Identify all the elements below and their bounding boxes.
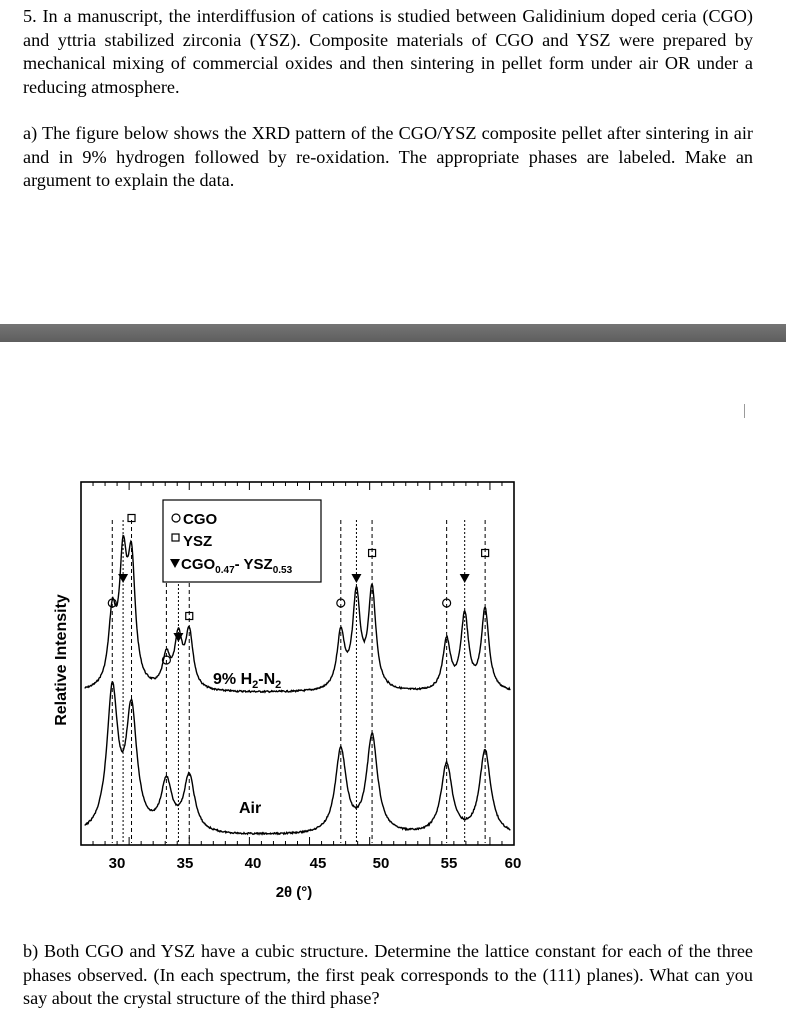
legend-cgo-label: CGO (183, 511, 218, 528)
pattern-label-h2n2-main: 9% H (213, 671, 253, 688)
y-axis-label: Relative Intensity (53, 594, 70, 726)
x-tick-label-45: 45 (309, 855, 327, 872)
x-tick-label-35: 35 (176, 855, 194, 872)
pattern-label-air: Air (239, 800, 262, 817)
legend-mixed-dash: - YSZ (234, 556, 273, 573)
question-part-a: a) The figure below shows the XRD pattern of the CGO/YSZ composite pellet after sintering in air and in 9% hydrogen followed by re-oxidation. The appropriate phases are labeled. Make an argument to explain the data. (23, 123, 753, 190)
legend-mixed-sub1: 0.47 (215, 565, 235, 576)
x-tick-label-50: 50 (372, 855, 390, 872)
question-intro: 5. In a manuscript, the interdiffusion of cations is studied between Galidinium doped ceria (CGO) and yttria stabilized zirconia (YSZ). Composite materials of CGO and YSZ were prepared by mechanical mixing of commercial oxides and then sintering in pellet form under air OR under a reducing atmosphere. (23, 6, 753, 97)
x-tick-label-40: 40 (244, 855, 262, 872)
marker-mixed (351, 574, 361, 583)
question-part-b: b) Both CGO and YSZ have a cubic structure. Determine the lattice constant for each of the three phases observed. (In each spectrum, the first peak corresponds to the (111) planes). What can you say about the crystal structure of the third phase? (23, 941, 753, 1008)
legend-mixed-sub2: 0.53 (272, 565, 293, 576)
x-tick-label-30: 30 (108, 855, 126, 872)
marker-mixed (460, 574, 470, 583)
legend-mixed-main: CGO (181, 556, 216, 573)
pattern-label-h2n2-sub1: 2 (252, 679, 259, 691)
legend-ysz-label: YSZ (183, 533, 213, 550)
pattern-label-h2n2-sub2: 2 (275, 679, 282, 691)
x-axis-label: 2θ (°) (275, 884, 313, 901)
pattern-label-h2n2 (213, 671, 281, 691)
x-tick-label-55: 55 (440, 855, 458, 872)
x-tick-label-60: 60 (504, 855, 522, 872)
pattern-label-h2n2-dash: -N (258, 671, 276, 688)
